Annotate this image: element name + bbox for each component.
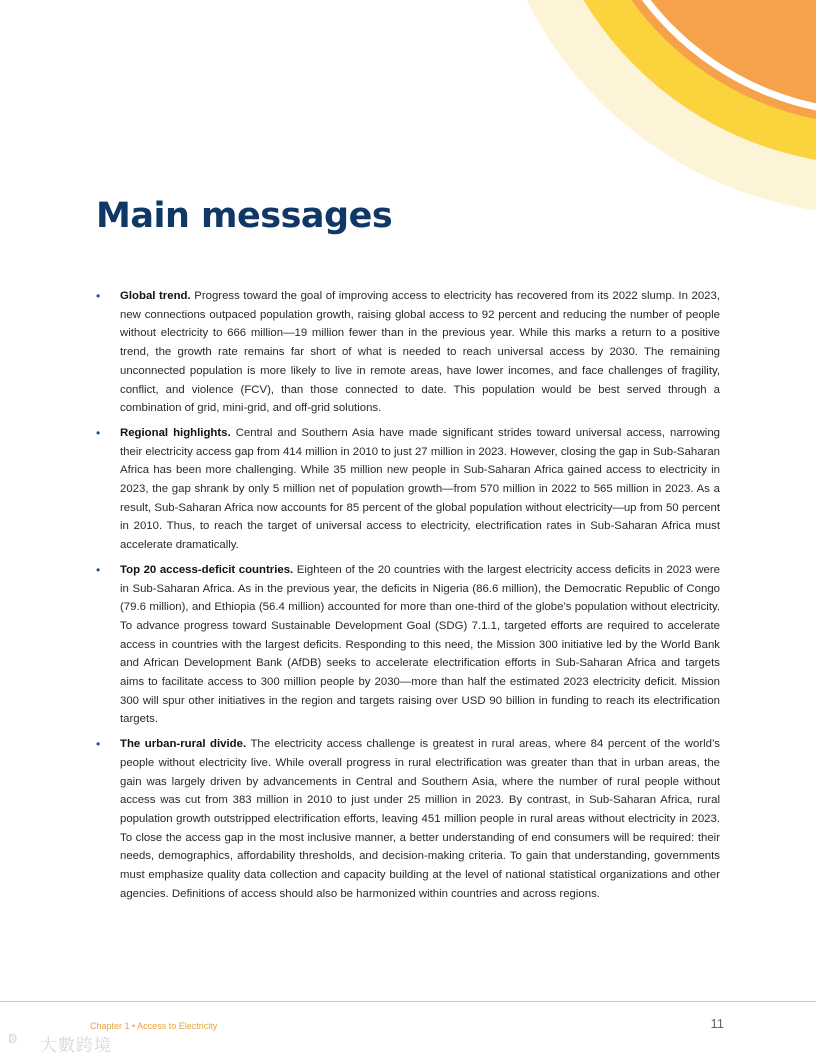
message-body: Progress toward the goal of improving access to electricity has recovered from its 2022 slump. In 2023, new connections outpaced population growth, raising global access to 92 percent and reducing the number of people without electricity to 666 million—19 million fewer than in the previous year. While this marks a return to a positive trend, the growth rate remains far short of what is needed to reach universal access by 2030. The remaining unconnected population is more likely to live in remote areas, have lower incomes, and face challenges of fragility, conflict, and violence (FCV), than those connected to date. This population would be best served through a combination of grid, mini-grid, and off-grid solutions. bbox=[120, 290, 720, 415]
message-body: Central and Southern Asia have made significant strides toward universal access, narrowing their electricity access gap from 414 million in 2010 to just 27 million in 2023. However, closing the gap in Sub-Saharan Africa has been more challenging. While 35 million new people in Sub-Saharan Africa gained access to electricity in 2023, the gap shrank by only 5 million net of population growth—from 570 million in 2022 to 565 million in 2023. As a result, Sub-Saharan Africa now accounts for 85 percent of the global population without electricity—up from 50 percent in 2010. Thus, to reach the target of universal access to electricity, electrification rates in Sub-Saharan Africa must accelerate dramatically. bbox=[120, 426, 721, 552]
page-title: Main messages bbox=[96, 196, 393, 236]
message-lead: Global trend. bbox=[120, 290, 191, 302]
main-messages-list bbox=[96, 287, 720, 910]
message-lead: The urban-rural divide. bbox=[120, 738, 247, 751]
message-global-trend bbox=[96, 287, 720, 418]
message-lead: Top 20 access-deficit countries. bbox=[120, 563, 294, 576]
message-body: Eighteen of the 20 countries with the largest electricity access deficits in 2023 were in Sub-Saharan Africa. As in the previous year, the deficits in Nigeria (86.6 million), the Democratic Republic of Congo (79.6 million), and Ethiopia (56.4 million) accounted for more than one-third of the globe’s population without electricity. To advance progress toward Sustainable Development Goal (SDG) 7.1.1, targeted efforts are required to accelerate access in countries with the largest deficits. Responding to this need, the Mission 300 initiative led by the World Bank and African Development Bank (AfDB) seeks to accelerate electrification efforts in Sub-Saharan Africa and targets aims to facilitate access to 300 million people by 2030—more than half the estimated 2023 electricity deficit. Mission 300 will spur other initiatives in the region and targets raising over USD 90 billion in funding to reach its electrification targets. bbox=[120, 563, 720, 726]
bullet-icon: • bbox=[96, 289, 101, 303]
watermark-text: 大數跨境 bbox=[40, 1036, 112, 1055]
footer-chapter-label: Chapter 1 • Access to Electricity bbox=[90, 1021, 218, 1031]
bullet-icon: • bbox=[96, 562, 101, 577]
message-urban-rural-divide bbox=[96, 735, 720, 903]
bullet-icon: • bbox=[96, 737, 101, 752]
watermark-icon: ↁ bbox=[8, 1032, 17, 1046]
bullet-icon: • bbox=[96, 425, 101, 440]
message-regional-highlights bbox=[96, 424, 720, 555]
watermark-logo bbox=[8, 1030, 112, 1055]
message-lead: Regional highlights. bbox=[120, 426, 231, 439]
message-body: The electricity access challenge is greatest in rural areas, where 84 percent of the world’s people without electricity live. While overall progress in rural electrification was greater than that in urban areas, the gain was largely driven by advancements in Central and Southern Asia, where the number of rural people without access was cut from 383 million in 2010 to just under 25 million in 2023. By contrast, in Sub-Saharan Africa, rural population growth outstripped electrification efforts, leaving 451 million people in rural areas without electricity in 2023. To close the access gap in the most inclusive manner, a better understanding of end consumers will be required: their needs, demographics, affordability thresholds, and decision-making criteria. To gain that understanding, governments must emphasize quality data collection and capacity building at the level of national statistical organizations and other agencies. Definitions of access should also be harmonized within countries and across regions. bbox=[120, 738, 720, 900]
page-number: 11 bbox=[710, 1016, 724, 1031]
footer-divider bbox=[0, 1001, 816, 1002]
message-top-20-countries bbox=[96, 561, 720, 729]
